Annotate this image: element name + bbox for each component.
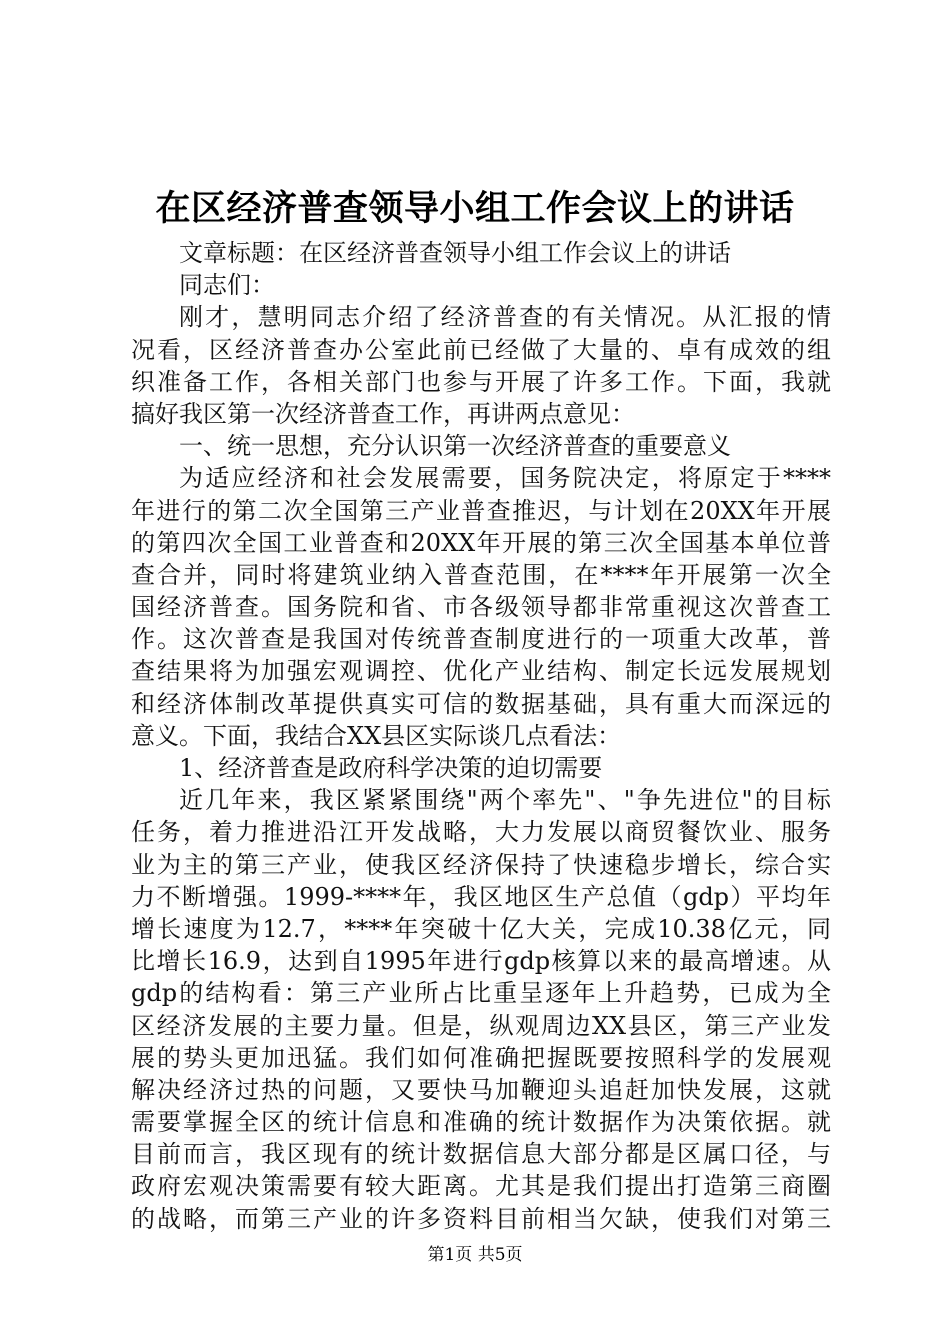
text-line: 年进行的第二次全国第三产业普查推迟，与计划在20XX年开展 [131,496,831,525]
document-title: 在区经济普查领导小组工作会议上的讲话 [155,188,795,229]
text-line: 比增长16.9，达到自1995年进行gdp核算以来的最高增速。从 [131,947,831,976]
text-line: 力不断增强。1999-****年，我区地区生产总值（gdp）平均年 [131,882,831,911]
text-line: 和经济体制改革提供真实可信的数据基础，具有重大而深远的 [131,689,831,718]
text-line: 查合并，同时将建筑业纳入普查范围，在****年开展第一次全 [131,560,831,589]
text-line: 为适应经济和社会发展需要，国务院决定，将原定于**** [179,464,831,493]
text-line: 近几年来，我区紧紧围绕"两个率先"、"争先进位"的目标 [179,786,831,815]
text-line: 的战略，而第三产业的许多资料目前相当欠缺，使我们对第三 [131,1204,831,1233]
section-heading: 一、统一思想，充分认识第一次经济普查的重要意义 [179,432,731,461]
page-number-footer: 第1页 共5页 [427,1245,523,1265]
text-line: 的第四次全国工业普查和20XX年开展的第三次全国基本单位普 [131,528,831,557]
text-line: gdp的结构看：第三产业所占比重呈逐年上升趋势，已成为全 [131,979,831,1008]
text-line: 区经济发展的主要力量。但是，纵观周边XX县区，第三产业发 [131,1011,831,1040]
text-line: 增长速度为12.7，****年突破十亿大关，完成10.38亿元，同 [131,914,831,943]
text-line: 目前而言，我区现有的统计数据信息大部分都是区属口径，与 [131,1140,831,1169]
text-line: 政府宏观决策需要有较大距离。尤其是我们提出打造第三商圈 [131,1172,831,1201]
text-line: 国经济普查。国务院和省、市各级领导都非常重视这次普查工 [131,593,831,622]
text-line: 需要掌握全区的统计信息和准确的统计数据作为决策依据。就 [131,1108,831,1137]
text-line: 刚才，慧明同志介绍了经济普查的有关情况。从汇报的情 [179,303,831,332]
text-line: 任务，着力推进沿江开发战略，大力发展以商贸餐饮业、服务 [131,818,831,847]
text-line: 展的势头更加迅猛。我们如何准确把握既要按照科学的发展观 [131,1043,831,1072]
article-title-line: 文章标题：在区经济普查领导小组工作会议上的讲话 [179,239,731,267]
text-line: 况看，区经济普查办公室此前已经做了大量的、卓有成效的组 [131,335,831,364]
text-line: 作。这次普查是我国对传统普查制度进行的一项重大改革，普 [131,625,831,654]
document-body [131,237,831,1235]
text-line: 织准备工作，各相关部门也参与开展了许多工作。下面，我就 [131,367,831,396]
salutation-line: 同志们： [179,271,275,300]
subsection-heading: 1、经济普查是政府科学决策的迫切需要 [179,754,603,782]
text-line: 搞好我区第一次经济普查工作，再讲两点意见： [131,399,635,428]
text-line: 解决经济过热的问题，又要快马加鞭迎头追赶加快发展，这就 [131,1075,831,1104]
text-line: 查结果将为加强宏观调控、优化产业结构、制定长远发展规划 [131,657,831,686]
text-line: 业为主的第三产业，使我区经济保持了快速稳步增长，综合实 [131,850,831,879]
text-line: 意义。下面，我结合XX县区实际谈几点看法： [131,721,622,750]
